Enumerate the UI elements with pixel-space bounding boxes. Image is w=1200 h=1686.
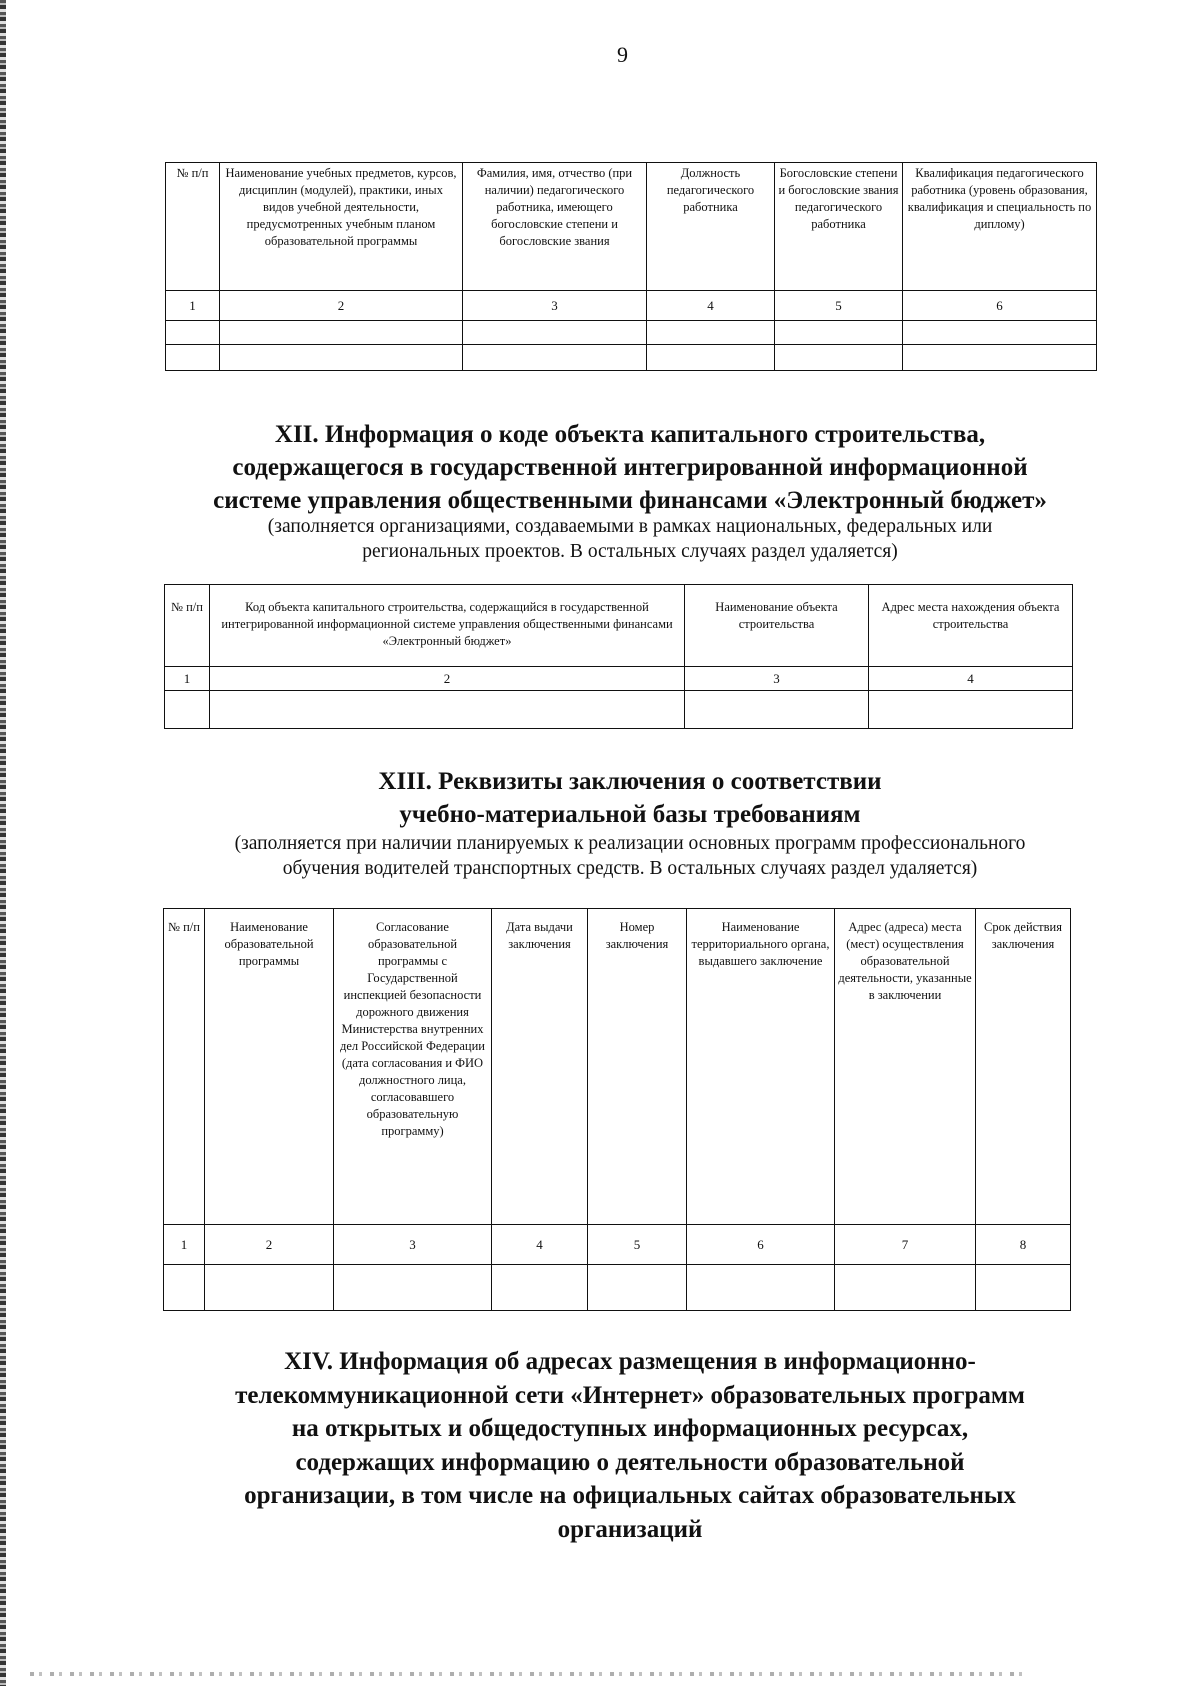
empty-cell[interactable] — [492, 1265, 588, 1311]
empty-cell[interactable] — [647, 345, 775, 371]
header-cell: № п/п — [164, 909, 205, 1225]
table-header-row — [164, 909, 1071, 1225]
title-line: на открытых и общедоступных информационных ресурсах, — [291, 1415, 969, 1442]
column-number: 3 — [685, 667, 869, 691]
conclusion-requisites-table — [163, 908, 1071, 1311]
empty-row — [166, 321, 1097, 345]
header-cell: Наименование образовательной программы — [205, 909, 334, 1225]
page-number: 9 — [617, 42, 628, 67]
empty-cell[interactable] — [687, 1265, 835, 1311]
empty-cell[interactable] — [903, 321, 1097, 345]
header-cell: Богословские степени и богословские звания педагогического работника — [775, 163, 903, 291]
section-12-title — [120, 418, 1140, 517]
column-number: 5 — [775, 291, 903, 321]
column-number: 4 — [869, 667, 1073, 691]
header-cell: Адрес (адреса) места (мест) осуществления образовательной деятельности, указанные в заключении — [835, 909, 976, 1225]
header-cell: № п/п — [165, 585, 210, 667]
header-cell: Наименование учебных предметов, курсов, дисциплин (модулей), практики, иных видов учебной деятельности, предусмотренных учебным планом образовательной программы — [220, 163, 463, 291]
column-number: 2 — [220, 291, 463, 321]
section-13-title — [120, 765, 1140, 831]
column-number: 6 — [687, 1225, 835, 1265]
empty-cell[interactable] — [685, 691, 869, 729]
note-line: (заполняется при наличии планируемых к реализации основных программ профессионального — [234, 833, 1026, 854]
header-cell: Наименование объекта строительства — [685, 585, 869, 667]
empty-cell[interactable] — [165, 691, 210, 729]
section-14-title — [120, 1345, 1140, 1546]
empty-row — [164, 1265, 1071, 1311]
empty-cell[interactable] — [334, 1265, 492, 1311]
column-number-row — [164, 1225, 1071, 1265]
title-line: системе управления общественными финансами «Электронный бюджет» — [213, 487, 1047, 514]
empty-cell[interactable] — [205, 1265, 334, 1311]
column-number: 2 — [205, 1225, 334, 1265]
header-cell: Срок действия заключения — [976, 909, 1071, 1225]
empty-cell[interactable] — [647, 321, 775, 345]
column-number: 4 — [492, 1225, 588, 1265]
scan-bottom-noise — [30, 1672, 1030, 1676]
section-12-note — [140, 514, 1120, 564]
note-line: обучения водителей транспортных средств. В остальных случаях раздел удаляется) — [282, 858, 978, 879]
column-number: 3 — [334, 1225, 492, 1265]
title-line: телекоммуникационной сети «Интернет» образовательных программ — [235, 1381, 1025, 1409]
column-number: 2 — [210, 667, 685, 691]
note-line: (заполняется организациями, создаваемыми в рамках национальных, федеральных или — [267, 516, 993, 537]
column-number: 7 — [835, 1225, 976, 1265]
title-line: XII. Информация о коде объекта капитального строительства, — [274, 421, 986, 448]
empty-cell[interactable] — [166, 345, 220, 371]
table-header-row — [166, 163, 1097, 291]
title-line: XIV. Информация об адресах размещения в информационно- — [284, 1348, 976, 1375]
table-header-row — [165, 585, 1073, 667]
empty-row — [166, 345, 1097, 371]
empty-cell[interactable] — [835, 1265, 976, 1311]
column-number: 3 — [463, 291, 647, 321]
header-cell: Номер заключения — [588, 909, 687, 1225]
empty-cell[interactable] — [775, 321, 903, 345]
capital-construction-table — [164, 584, 1073, 729]
column-number-row — [165, 667, 1073, 691]
empty-cell[interactable] — [166, 321, 220, 345]
title-line: организаций — [557, 1515, 703, 1543]
empty-cell[interactable] — [463, 321, 647, 345]
column-number: 1 — [165, 667, 210, 691]
empty-cell[interactable] — [463, 345, 647, 371]
header-cell: Должность педагогического работника — [647, 163, 775, 291]
header-cell: № п/п — [166, 163, 220, 291]
empty-cell[interactable] — [976, 1265, 1071, 1311]
empty-row — [165, 691, 1073, 729]
column-number: 4 — [647, 291, 775, 321]
title-line: учебно-материальной базы требованиям — [399, 801, 861, 828]
title-line: содержащих информацию о деятельности образовательной — [295, 1448, 965, 1476]
title-line: организации, в том числе на официальных сайтах образовательных — [244, 1482, 1016, 1509]
note-line: региональных проектов. В остальных случаях раздел удаляется) — [362, 541, 898, 562]
empty-cell[interactable] — [869, 691, 1073, 729]
header-cell: Согласование образовательной программы с Государственной инспекцией безопасности дорожного движения Министерства внутренних дел Российской Федерации (дата согласования и ФИО должностного лица, согласовавшего образовательную программу) — [334, 909, 492, 1225]
header-cell: Наименование территориального органа, выдавшего заключение — [687, 909, 835, 1225]
empty-cell[interactable] — [903, 345, 1097, 371]
column-number: 1 — [164, 1225, 205, 1265]
column-number-row — [166, 291, 1097, 321]
title-line: XIII. Реквизиты заключения о соответствии — [378, 768, 882, 795]
empty-cell[interactable] — [220, 345, 463, 371]
column-number: 1 — [166, 291, 220, 321]
column-number: 5 — [588, 1225, 687, 1265]
header-cell: Квалификация педагогического работника (уровень образования, квалификация и специальность по диплому) — [903, 163, 1097, 291]
empty-cell[interactable] — [775, 345, 903, 371]
section-13-note — [140, 831, 1120, 881]
empty-cell[interactable] — [210, 691, 685, 729]
header-cell: Дата выдачи заключения — [492, 909, 588, 1225]
header-cell: Адрес места нахождения объекта строительства — [869, 585, 1073, 667]
scan-left-edge — [0, 0, 6, 1686]
header-cell: Код объекта капитального строительства, содержащийся в государственной интегрированной информационной системе управления общественными финансами «Электронный бюджет» — [210, 585, 685, 667]
empty-cell[interactable] — [164, 1265, 205, 1311]
empty-cell[interactable] — [220, 321, 463, 345]
header-cell: Фамилия, имя, отчество (при наличии) педагогического работника, имеющего богословские степени и богословские звания — [463, 163, 647, 291]
teachers-table — [165, 162, 1097, 371]
empty-cell[interactable] — [588, 1265, 687, 1311]
column-number: 8 — [976, 1225, 1071, 1265]
column-number: 6 — [903, 291, 1097, 321]
title-line: содержащегося в государственной интегрированной информационной — [232, 454, 1028, 481]
